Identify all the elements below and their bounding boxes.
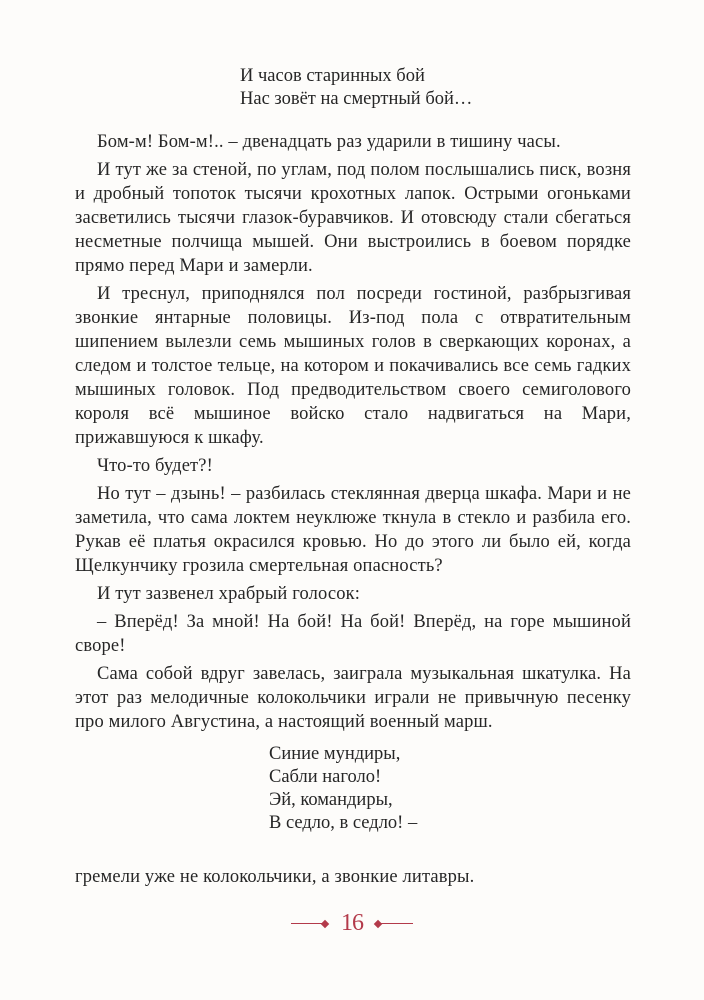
page-number: 16 [341, 909, 363, 936]
ornament-left-icon [291, 918, 331, 928]
paragraph: И тут же за стеной, по углам, под полом послышались писк, возня и дробный топоток тысячи крохотных лапок. Острыми огоньками засветились тысячи глазок-буравчиков. И отовсюду стали сбегаться несметные полчища мышей. Они выстроились в боевом порядке прямо перед Мари и замерли. [75, 160, 631, 276]
verse-line: И часов старинных бой [240, 66, 425, 86]
paragraph: И тут зазвенел храбрый голосок: [97, 584, 361, 604]
page-folio [0, 908, 704, 938]
paragraph: Бом-м! Бом-м!.. – двенадцать раз ударили в тишину часы. [97, 132, 561, 152]
prose-body [75, 130, 631, 738]
verse-song [269, 743, 417, 835]
verse-line: В седло, в седло! – [269, 813, 418, 833]
paragraph: Но тут – дзынь! – разбилась стеклянная дверца шкафа. Мари и не заметила, что сама локтем неуклюже ткнула в стекло и разбила его. Рукав её платья окрасился кровью. Но до этого ли было ей, когда Щелкунчику грозила смертельная опасность? [75, 484, 631, 576]
prose-closing [75, 865, 631, 893]
verse-line: Сабли наголо! [269, 767, 382, 787]
verse-line: Эй, командиры, [269, 790, 393, 810]
verse-epigraph [240, 65, 472, 111]
closing-line: гремели уже не колокольчики, а звонкие литавры. [75, 867, 475, 887]
ornament-right-icon [373, 918, 413, 928]
verse-line: Нас зовёт на смертный бой… [240, 89, 473, 109]
paragraph: Что-то будет?! [97, 456, 213, 476]
paragraph: – Вперёд! За мной! На бой! На бой! Вперёд, на горе мышиной своре! [75, 612, 631, 656]
paragraph: Сама собой вдруг завелась, заиграла музыкальная шкатулка. На этот раз мелодичные колокольчики играли не привычную песенку про милого Августина, а настоящий военный марш. [75, 664, 631, 732]
paragraph: И треснул, приподнялся пол посреди гостиной, разбрызгивая звонкие янтарные половицы. Из-под пола с отвратительным шипением вылезли семь мышиных голов в сверкающих коронах, а следом и толстое тельце, на котором и покачивались все семь гадких мышиных головок. Под предводительством своего семиголового короля всё мышиное войско стало надвигаться на Мари, прижавшуюся к шкафу. [75, 284, 631, 448]
verse-line: Синие мундиры, [269, 744, 401, 764]
